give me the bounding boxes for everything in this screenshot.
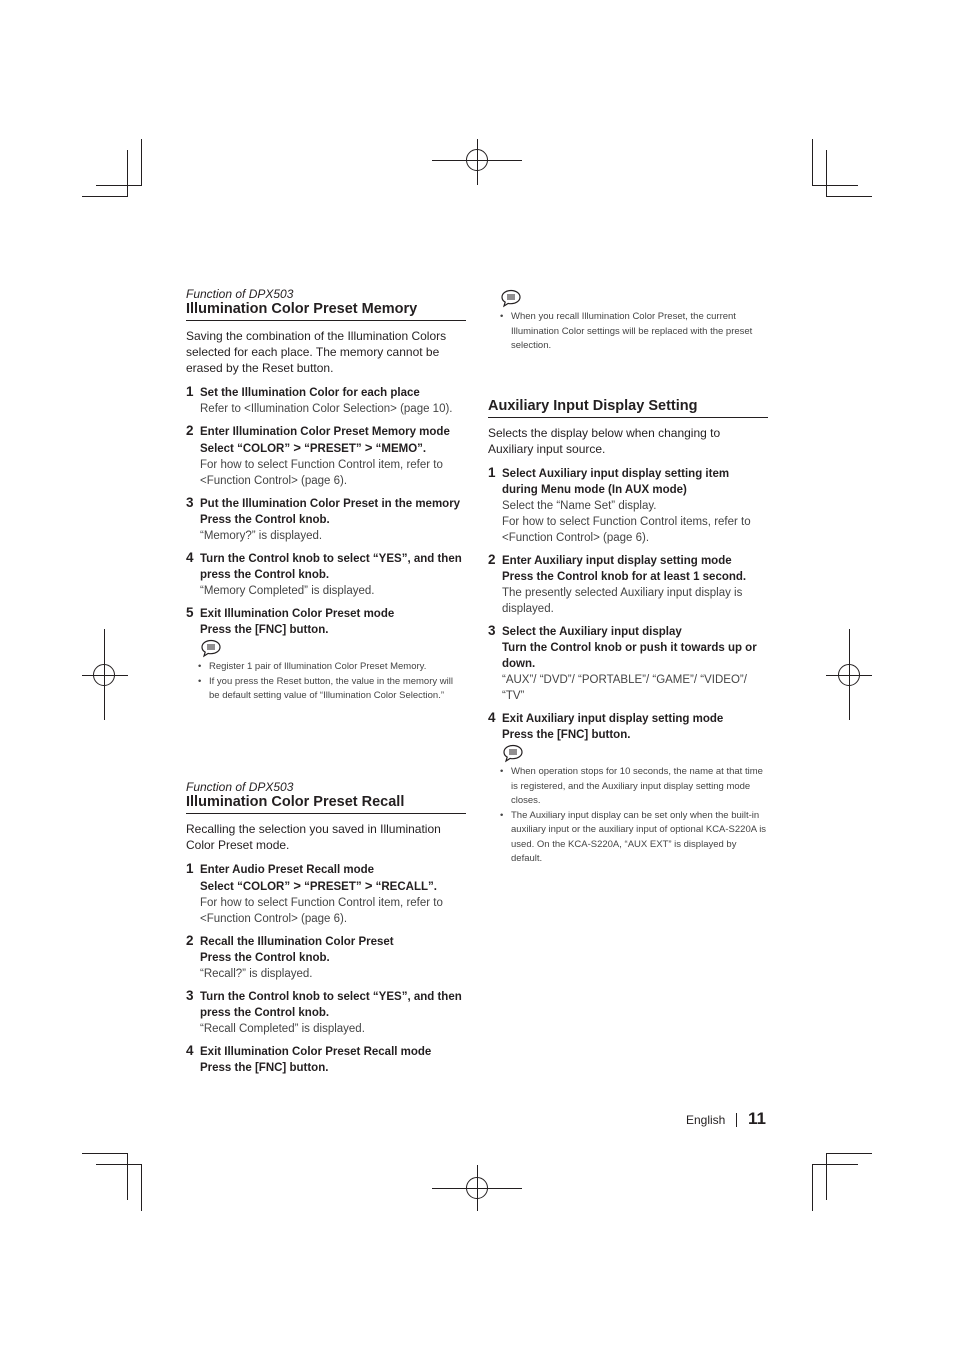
step: 1 Set the Illumination Color for each place Refer to <Illumination Color Selection> (page 10). [186,385,466,417]
step-title: Exit Auxiliary input display setting mode [502,713,724,725]
step: 3 Select the Auxiliary input display Turn the Control knob or push it towards up or down. “AUX”/ “DVD”/ “PORTABLE”/ “GAME”/ “VIDEO”/ “TV” [488,624,768,704]
page-number: 11 [748,1109,766,1128]
step-action: Turn the Control knob or push it towards up or down. [502,642,757,670]
step-title: Enter Audio Preset Recall mode [200,864,375,876]
step-action: Press the [FNC] button. [502,729,631,741]
step-action: Press the [FNC] button. [200,624,329,636]
step-action: Select “COLOR” > “PRESET” > “RECALL”. [200,878,437,893]
step-action: Select “COLOR” > “PRESET” > “MEMO”. [200,440,427,455]
step-title: Enter Illumination Color Preset Memory mode [200,426,450,438]
section-intro: Selects the display below when changing to Auxiliary input source. [488,426,721,456]
note-list [200,660,466,704]
step-title: Turn the Control knob to select “YES”, and then press the Control knob. [200,553,462,581]
step-title: Select the Auxiliary input display [502,626,682,638]
step: 3 Turn the Control knob to select “YES”, and then press the Control knob. “Recall Completed” is displayed. [186,989,466,1037]
step-text: Select the “Name Set” display. [502,500,657,512]
step-text: “Memory Completed” is displayed. [200,585,375,597]
arrow-right-icon: > [364,440,373,455]
step-text: “Recall Completed” is displayed. [200,1023,365,1035]
step-text: The presently selected Auxiliary input display is displayed. [502,587,743,615]
step-text: “Memory?” is displayed. [200,530,323,542]
step-text: “AUX”/ “DVD”/ “PORTABLE”/ “GAME”/ “VIDEO”/ “TV” [502,674,747,702]
step-action: Press the Control knob. [200,514,330,526]
step-title: Set the Illumination Color for each place [200,387,420,399]
step-text: Refer to <Illumination Color Selection> (page 10). [200,403,453,415]
step-title: Enter Auxiliary input display setting mode [502,555,732,567]
note-icon [200,639,222,658]
footer-language: English [686,1113,726,1127]
note-item: • When operation stops for 10 seconds, the name at that time is registered, and the Auxiliary input display setting mode closes. [511,765,768,809]
note-icon [500,289,522,308]
step-title: Select Auxiliary input display setting item during Menu mode (In AUX mode) [502,468,730,496]
recall-note [500,288,768,354]
step-action: Press the [FNC] button. [200,1062,329,1074]
note-item: • Register 1 pair of Illumination Color Preset Memory. [209,660,466,675]
step-text: “Recall?” is displayed. [200,968,313,980]
section-intro: Recalling the selection you saved in Illumination Color Preset mode. [186,822,441,852]
step: 1 Enter Audio Preset Recall mode Select “COLOR” > “PRESET” > “RECALL”. For how to select Function Control item, refer to <Function Control> (page 6). [186,862,466,927]
section-title: Illumination Color Preset Recall [186,794,466,814]
step-text: For how to select Function Control item, refer to <Function Control> (page 6). [200,897,443,925]
step-title: Exit Illumination Color Preset Recall mode [200,1046,432,1058]
step: 4 Exit Illumination Color Preset Recall mode Press the [FNC] button. [186,1044,466,1076]
step: 2 Enter Illumination Color Preset Memory mode Select “COLOR” > “PRESET” > “MEMO”. For how to select Function Control item, refer to <Function Control> (page 6). [186,424,466,489]
section-preset-memory [186,287,466,711]
arrow-right-icon: > [364,878,373,893]
step-title: Put the Illumination Color Preset in the memory [200,498,461,510]
section-aux-display [488,398,768,874]
note-item: • When you recall Illumination Color Preset, the current Illumination Color settings will be replaced with the preset selection. [511,310,768,354]
arrow-right-icon: > [293,440,301,455]
function-label: Function of DPX503 [186,780,294,794]
arrow-right-icon: > [293,878,301,893]
section-intro: Saving the combination of the Illumination Colors selected for each place. The memory cannot be erased by the Reset button. [186,329,447,375]
section-title: Illumination Color Preset Memory [186,301,466,321]
step-action: Press the Control knob for at least 1 second. [502,571,747,583]
function-label: Function of DPX503 [186,287,294,301]
step-title: Exit Illumination Color Preset mode [200,608,395,620]
step: 5 Exit Illumination Color Preset mode Press the [FNC] button. • Register 1 pair of Illumination Color Preset Memory. • If you press the Reset button, the value in the memory will be default setting value of “Illumination Color Selection.” [186,606,466,704]
note-icon [502,744,524,763]
step-action: Press the Control knob. [200,952,330,964]
step-title: Turn the Control knob to select “YES”, and then press the Control knob. [200,991,462,1019]
note-item: • If you press the Reset button, the value in the memory will be default setting value of “Illumination Color Selection.” [209,675,466,704]
step: 3 Put the Illumination Color Preset in the memory Press the Control knob. “Memory?” is displayed. [186,496,466,544]
footer-divider [736,1113,737,1127]
step: 4 Turn the Control knob to select “YES”, and then press the Control knob. “Memory Completed” is displayed. [186,551,466,599]
step: 1 Select Auxiliary input display setting item during Menu mode (In AUX mode) Select the “Name Set” display. For how to select Function Control items, refer to <Function Control> (page 6). [488,466,768,546]
step: 4 Exit Auxiliary input display setting mode Press the [FNC] button. • When operation stops for 10 seconds, the name at that time is registered, and the Auxiliary input display setting mode closes. • The Auxiliary input display can be set only when the built-in auxiliary input or the auxiliary input of optional KCA-S220A is used. On the KCA-S220A, “AUX EXT” is displayed by default. [488,711,768,867]
note-list [502,765,768,867]
note-list [500,310,768,354]
section-preset-recall [186,780,466,1083]
step-text: For how to select Function Control item, refer to <Function Control> (page 6). [200,459,443,487]
step-text: For how to select Function Control items, refer to <Function Control> (page 6). [502,516,751,544]
note-item: • The Auxiliary input display can be set only when the built-in auxiliary input or the auxiliary input of optional KCA-S220A is used. On the KCA-S220A, “AUX EXT” is displayed by default. [511,809,768,867]
section-title: Auxiliary Input Display Setting [488,398,768,418]
step: 2 Enter Auxiliary input display setting mode Press the Control knob for at least 1 second. The presently selected Auxiliary input display is displayed. [488,553,768,617]
step: 2 Recall the Illumination Color Preset Press the Control knob. “Recall?” is displayed. [186,934,466,982]
step-title: Recall the Illumination Color Preset [200,936,394,948]
